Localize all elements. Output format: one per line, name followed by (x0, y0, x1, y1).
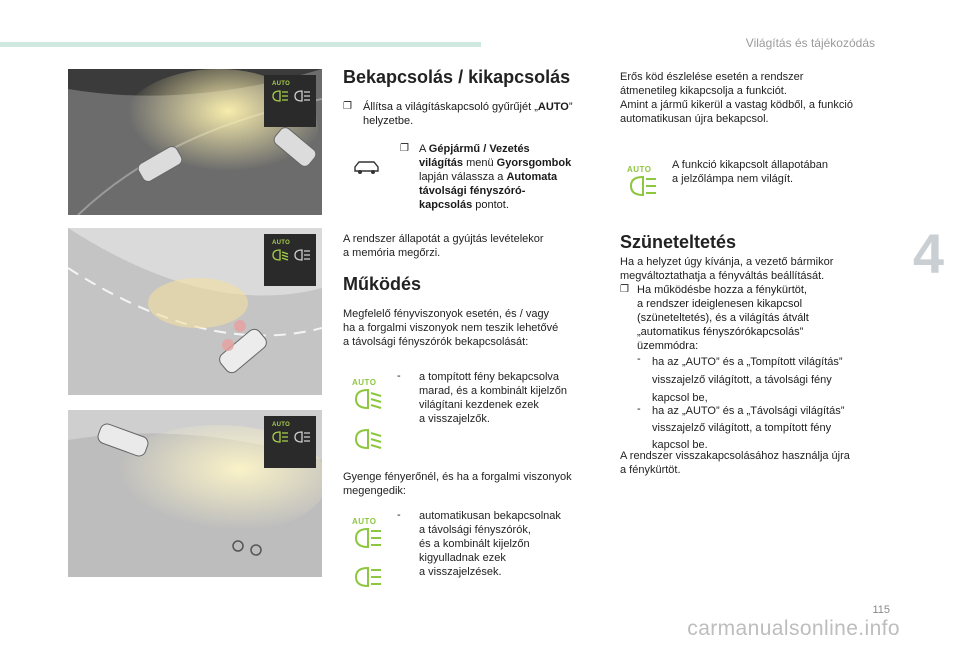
text: megengedik: (343, 485, 406, 497)
header-bar (0, 42, 481, 47)
text-bold: Automata (506, 171, 558, 183)
text: üzemmódra: (637, 340, 699, 352)
page-number: 115 (872, 604, 890, 616)
illustration-low-light (68, 410, 322, 577)
auto-low-beam-icon (352, 388, 384, 410)
section-title-operation: Működés (343, 274, 422, 294)
auto-high-beam-icon (352, 527, 384, 549)
memory-text (343, 232, 544, 260)
car-icon (352, 157, 382, 177)
text: lapján válassza a (419, 171, 507, 183)
panel-auto-label: AUTO (272, 422, 291, 428)
text: kapcsol be, (652, 392, 708, 404)
low-beam-icon (352, 428, 384, 450)
headlamp-icon (271, 90, 289, 102)
text: Erős köd észlelése esetén a rendszer (620, 71, 804, 83)
text: A rendszer állapotát a gyújtás levételekor (343, 233, 544, 245)
pause-case-low-beam (652, 353, 843, 407)
auto-label: AUTO (627, 165, 652, 174)
text-bold: AUTO (537, 101, 569, 113)
headlamp-icon (293, 431, 311, 443)
panel-auto-label: AUTO (272, 81, 291, 87)
text: a visszajelzők. (419, 413, 490, 425)
text: (szüneteltetés), és a világítás átvált (637, 312, 809, 324)
panel-auto-label: AUTO (272, 240, 291, 246)
text: automatikusan bekapcsolnak (419, 510, 561, 522)
text: kapcsol be. (652, 439, 708, 451)
text: és a kombinált kijelzőn (419, 538, 530, 550)
indicator-panel (264, 75, 316, 127)
text: Megfelelő fényviszonyok esetén, és / vagy (343, 308, 550, 320)
indicator-panel (264, 416, 316, 468)
bullet-icon: ❐ (620, 284, 629, 295)
text: automatikusan újra bekapcsol. (620, 113, 769, 125)
indicator-panel (264, 234, 316, 286)
headlamp-icon (293, 249, 311, 261)
text: a távolsági fényszórók, (419, 524, 531, 536)
off-state-text (672, 158, 828, 186)
operation-text (343, 307, 558, 349)
low-light-text (343, 470, 572, 498)
operation-low-beam-text (419, 370, 567, 426)
text: visszajelző világított, a tompított fény (652, 422, 832, 434)
text: a visszajelzések. (419, 566, 502, 578)
high-beam-icon (352, 566, 384, 588)
text: pontot. (472, 199, 509, 211)
reactivate-text (620, 449, 850, 477)
text: a tompított fény bekapcsolva (419, 371, 560, 383)
text: Állítsa a világításkapcsoló gyűrűjét „ (363, 101, 538, 113)
pause-case-high-beam (652, 403, 844, 454)
watermark: carmanualsonline.info (687, 617, 900, 640)
text: Ha működésbe hozza a fénykürtöt, (637, 284, 807, 296)
text: A (419, 143, 429, 155)
headlamp-icon (293, 90, 311, 102)
section-title-pause: Szüneteltetés (620, 232, 737, 252)
text: menü (463, 157, 497, 169)
text: a memória megőrzi. (343, 247, 441, 259)
illustration-oncoming-vehicle (68, 228, 322, 395)
bullet-icon: ❐ (343, 101, 352, 112)
text: kigyulladnak ezek (419, 552, 506, 564)
text: világítani kezdenek ezek (419, 399, 539, 411)
text: ha a forgalmi viszonyok nem teszik lehetővé (343, 322, 559, 334)
dash: - (397, 370, 401, 382)
text: Amint a jármű kikerül a vastag ködből, a funkció (620, 99, 853, 111)
text: visszajelző világított, a távolsági fény (652, 374, 832, 386)
text: ” (568, 101, 573, 113)
low-beam-icon (271, 249, 289, 261)
chapter-title: Világítás és tájékozódás (745, 36, 875, 50)
text: A funkció kikapcsolt állapotában (672, 159, 828, 171)
dash: - (637, 403, 641, 415)
dash: - (397, 509, 401, 521)
bullet-icon: ❐ (400, 143, 409, 154)
operation-high-beam-text (419, 509, 561, 579)
text: Ha a helyzet úgy kívánja, a vezető bármikor (620, 256, 834, 268)
headlamp-icon (271, 431, 289, 443)
auto-label: AUTO (352, 378, 377, 387)
text: „automatikus fényszórókapcsolás” (637, 326, 804, 338)
text-bold: Gyorsgombok (496, 157, 572, 169)
fog-text (620, 70, 853, 126)
pause-intro-text (620, 255, 833, 283)
text: megváltoztathatja a fényváltás beállítását. (620, 270, 825, 282)
text-bold: világítás (419, 157, 464, 169)
auto-headlamp-off-icon (627, 175, 659, 197)
text: a távolsági fényszórók bekapcsolását: (343, 336, 529, 348)
chapter-number: 4 (912, 222, 944, 285)
dash: - (637, 353, 641, 365)
text: a jelzőlámpa nem világít. (672, 173, 794, 185)
text-bold: Gépjármű / Vezetés (428, 143, 530, 155)
text: A rendszer visszakapcsolásához használja újra (620, 450, 850, 462)
text-bold: kapcsolás (419, 199, 473, 211)
text-bold: távolsági fényszóró- (419, 185, 526, 197)
text: a rendszer ideiglenesen kikapcsol (637, 298, 803, 310)
text: a fénykürtöt. (620, 464, 681, 476)
section-title-on-off: Bekapcsolás / kikapcsolás (343, 67, 571, 87)
text: ha az „AUTO” és a „Távolsági világítás” (652, 405, 845, 417)
text: átmenetileg kikapcsolja a funkciót. (620, 85, 787, 97)
text: helyzetbe. (363, 115, 414, 127)
text: ha az „AUTO” és a „Tompított világítás” (652, 356, 843, 368)
text: marad, és a kombinált kijelzőn (419, 385, 567, 397)
text: Gyenge fényerőnél, és ha a forgalmi viszonyok (343, 471, 572, 483)
auto-label: AUTO (352, 517, 377, 526)
illustration-high-beam (68, 69, 322, 215)
